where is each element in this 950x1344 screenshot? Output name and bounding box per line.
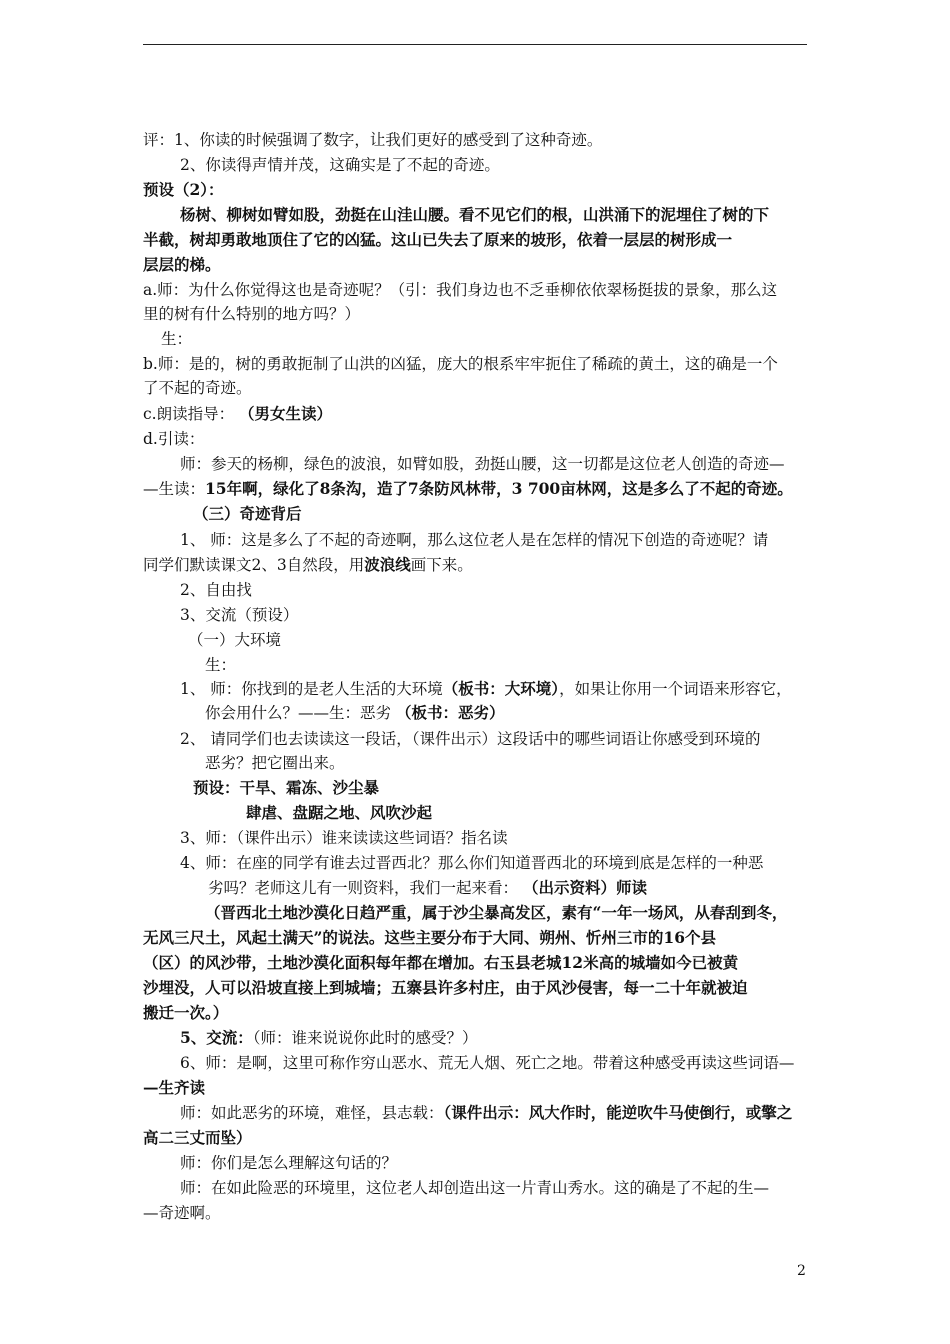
text-line [143,1003,228,1023]
bold-text: 无风三尺土，风起土满天”的说法。这些主要分布于大同、朔州、忻州三市的16个县 [143,928,716,947]
text-span: 生： [161,330,193,348]
bold-text: （课件出示：风大作时，能逆吹牛马使倒行，或擎之 [443,1103,793,1122]
text-span: 画下来。 [410,556,473,574]
bold-text: 层层的梯。 [143,255,221,274]
text-line [143,928,716,948]
bold-text: 搬迁一次。） [143,1003,229,1022]
text-line [143,404,332,424]
text-line [180,155,500,175]
text-line [143,555,473,575]
text-line [180,1028,478,1048]
bold-text: 预设：干旱、霜冻、沙尘暴 [193,778,380,797]
text-span: d.引读： [143,430,205,448]
bold-text: 5、交流： [180,1028,253,1047]
text-span: a.师：为什么你觉得这也是奇迹呢？（引：我们身边也不乏垂柳依依翠杨挺拔的景象，那么这 [143,281,778,299]
text-span: 生： [205,656,237,674]
bold-text: —生齐读 [143,1078,206,1097]
text-line [180,605,298,625]
text-line [143,180,224,200]
text-span: 师：参天的杨柳，绿色的波浪，如臂如股，劲挺山腰，这一切都是这位老人创造的奇迹— [180,455,785,473]
header-rule [143,44,807,45]
text-line [143,429,204,449]
text-span: 评：1、你读的时候强调了数字，让我们更好的感受到了这种奇迹。 [143,131,603,149]
bold-text: 杨树、柳树如臂如股，劲挺在山洼山腰。看不见它们的根，山洪涌下的泥埋住了树的下 [180,205,770,224]
text-line [205,903,787,923]
text-line [193,504,302,524]
text-line [143,978,748,998]
text-line [180,828,508,848]
text-line [180,580,252,600]
text-span: 你会用什么？——生：恶劣 [205,704,396,722]
text-span: 4、师：在座的同学有谁去过晋西北？那么你们知道晋西北的环境到底是怎样的一种恶 [180,854,764,872]
text-line [180,1053,794,1073]
text-span: —奇迹啊。 [143,1204,221,1222]
text-span: 师：你们是怎么理解这句话的？ [180,1154,398,1172]
text-span: 1、 师：你找到的是老人生活的大环境 [180,680,443,698]
text-line [143,1128,252,1148]
text-line [180,454,785,474]
text-line [143,304,360,324]
text-span: 3、师：（课件出示）谁来读读这些词语？指名读 [180,829,508,847]
text-line [246,803,432,823]
text-line [143,255,221,275]
text-line [180,205,769,225]
text-span: 恶劣？把它圈出来。 [205,754,345,772]
bold-text: 波浪线 [364,555,411,574]
text-line [161,329,192,349]
bold-text: 预设（2）： [143,180,224,199]
bold-text: 沙埋没，人可以沿坡直接上到城墙；五寨县许多村庄，由于风沙侵害，每一二十年就被迫 [143,978,748,997]
text-line [205,753,345,773]
text-span: —生读： [143,480,206,498]
text-line [143,1078,205,1098]
bold-text: 15年啊，绿化了8条沟，造了7条防风林带，3 700亩林网，这是多么了不起的奇迹。 [205,479,793,498]
bold-text: （板书：大环境） [442,679,560,698]
text-line [180,1153,397,1173]
text-span: 师：如此恶劣的环境，难怪，县志载： [180,1104,444,1122]
bold-text: （板书：恶劣） [395,703,505,722]
text-span: 1、 师：这是多么了不起的奇迹啊，那么这位老人是在怎样的情况下创造的奇迹呢？请 [180,531,769,549]
text-line [180,679,792,699]
text-span: ，如果让你用一个词语来形容它， [559,680,792,698]
text-line [143,479,793,499]
text-span: 2、 请同学们也去读读这一段话，（课件出示）这段话中的哪些词语让你感受到环境的 [180,730,761,748]
text-line [143,230,732,250]
text-span: b.师：是的，树的勇敢扼制了山洪的凶猛，庞大的根系牢牢扼住了稀疏的黄土，这的确是一个 [143,355,778,373]
bold-text: 肆虐、盘踞之地、风吹沙起 [246,803,433,822]
text-span: 劣吗？老师这儿有一则资料，我们一起来看： [208,879,523,897]
text-line [180,1103,792,1123]
text-line [143,280,777,300]
text-span: 2、你读得声情并茂，这确实是了不起的奇迹。 [180,156,500,174]
text-line [208,878,647,898]
text-line [180,729,761,749]
text-span: c.朗读指导： [143,405,240,423]
text-line [143,378,252,398]
page-number: 2 [797,1263,806,1279]
bold-text: 高二三丈而坠） [143,1128,252,1147]
bold-text: （晋西北土地沙漠化日趋严重，属于沙尘暴高发区，素有“一年一场风，从春刮到冬， [205,903,788,922]
text-span: （师：谁来说说你此时的感受？） [252,1029,478,1047]
text-line [143,953,738,973]
text-line [143,354,778,374]
text-span: 里的树有什么特别的地方吗？） [143,305,361,323]
bold-text: （三）奇迹背后 [193,504,302,523]
text-line [193,778,379,798]
text-line [180,1178,769,1198]
bold-text: （区）的风沙带，土地沙漠化面积每年都在增加。右玉县老城12米高的城墙如今已被黄 [143,953,739,972]
text-span: （一）大环境 [188,631,282,649]
bold-text: 半截，树却勇敢地顶住了它的凶猛。这山已失去了原来的坡形，依着一层层的树形成一 [143,230,733,249]
text-line [180,853,763,873]
text-line [180,530,768,550]
text-span: 同学们默读课文2、3自然段，用 [143,556,365,574]
text-span: 师：在如此险恶的环境里，这位老人却创造出这一片青山秀水。这的确是了不起的生— [180,1179,770,1197]
text-span: 2、自由找 [180,581,252,599]
text-span: 3、交流（预设） [180,606,299,624]
text-line [205,655,236,675]
text-line [143,130,602,150]
bold-text: （出示资料）师读 [522,878,647,897]
text-line [205,703,504,723]
text-line [143,1203,221,1223]
bold-text: （男女生读） [239,404,333,423]
text-span: 6、师：是啊，这里可称作穷山恶水、荒无人烟、死亡之地。带着这种感受再读这些词语— [180,1054,795,1072]
text-line [188,630,281,650]
text-span: 了不起的奇迹。 [143,379,252,397]
